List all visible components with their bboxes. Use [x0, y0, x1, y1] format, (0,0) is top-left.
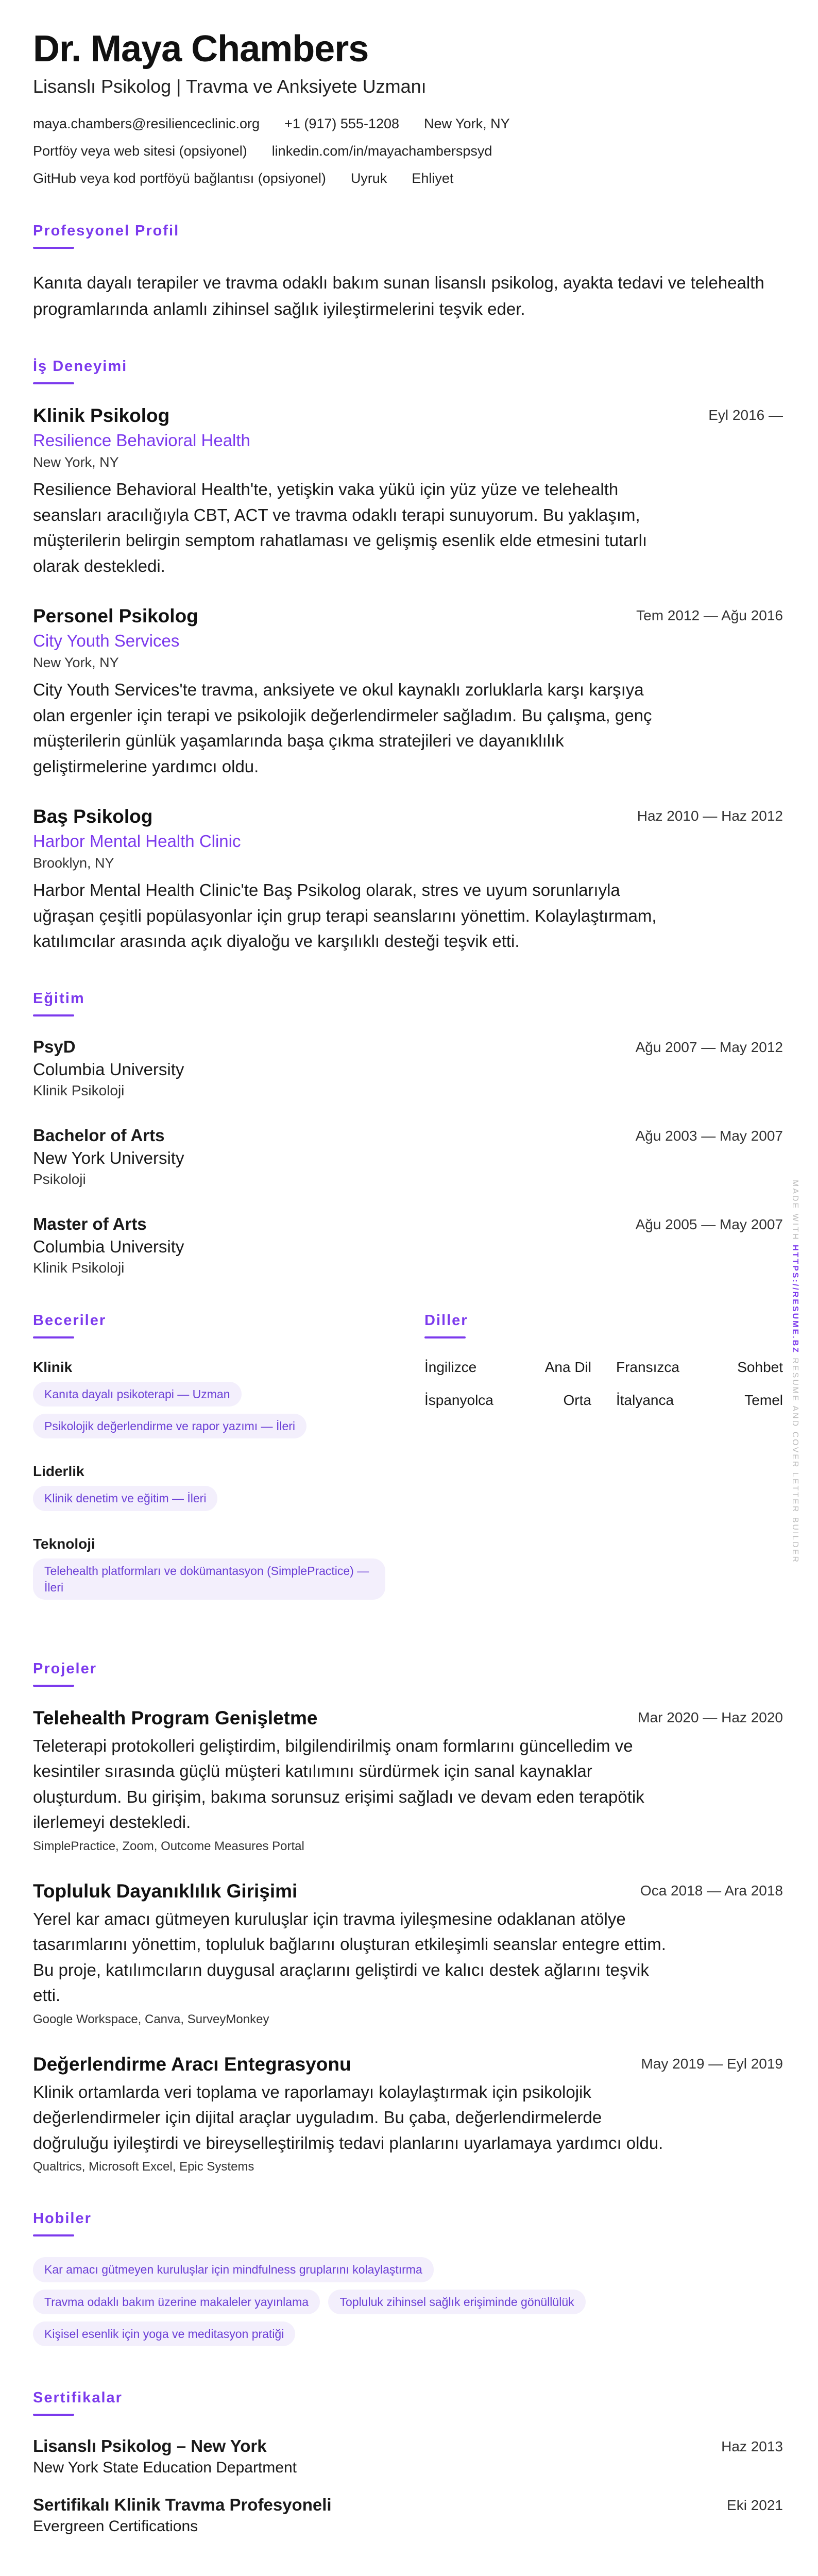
language-item	[424, 1359, 591, 1376]
experience-date: Haz 2010 — Haz 2012	[637, 808, 783, 824]
skills-section	[33, 1312, 391, 1624]
candidate-name: Dr. Maya Chambers	[33, 28, 369, 70]
education-date: Ağu 2003 — May 2007	[635, 1127, 783, 1144]
certification-issuer: New York State Education Department	[33, 2459, 297, 2476]
hobby-pill: Topluluk zihinsel sağlık erişiminde gönüllülük	[328, 2290, 585, 2314]
section-divider	[33, 382, 74, 384]
linkedin-link[interactable]: linkedin.com/in/mayachamberspsyd	[271, 143, 492, 159]
headline: Lisanslı Psikolog | Travma ve Anksiyete Uzmanı	[33, 76, 427, 97]
experience-date: Eyl 2016 —	[708, 407, 783, 423]
email-link[interactable]: maya.chambers@resilienceclinic.org	[33, 116, 260, 132]
builder-credit	[790, 1180, 799, 1564]
language-level: Ana Dil	[544, 1359, 591, 1375]
language-level: Orta	[563, 1392, 591, 1408]
education-field: Klinik Psikoloji	[33, 1259, 125, 1276]
education-school: Columbia University	[33, 1059, 184, 1079]
experience-position: Baş Psikolog	[33, 806, 153, 827]
language-item	[616, 1359, 783, 1376]
language-item	[424, 1392, 591, 1409]
skill-pill: Psikolojik değerlendirme ve rapor yazımı — İleri	[33, 1414, 306, 1438]
experience-company: Harbor Mental Health Clinic	[33, 832, 241, 851]
experience-entry	[33, 605, 783, 779]
certification-entry	[33, 2495, 783, 2535]
experience-position: Klinik Psikolog	[33, 405, 170, 427]
experience-heading: İş Deneyimi	[33, 358, 128, 375]
hobbies-list	[33, 2257, 783, 2353]
github-link[interactable]: GitHub veya kod portföyü bağlantısı (opsiyonel)	[33, 171, 326, 187]
experience-date: Tem 2012 — Ağu 2016	[636, 607, 783, 624]
extra-row	[33, 171, 783, 187]
project-name: Değerlendirme Aracı Entegrasyonu	[33, 2053, 351, 2075]
summary-section	[33, 223, 783, 322]
contact-row	[33, 116, 783, 132]
license-text: Ehliyet	[412, 171, 454, 187]
hobbies-heading: Hobiler	[33, 2210, 92, 2227]
skill-group	[33, 1463, 391, 1518]
skills-heading: Beceriler	[33, 1312, 107, 1329]
skill-group	[33, 1536, 391, 1607]
project-entry	[33, 2054, 783, 2175]
certification-entry	[33, 2436, 783, 2477]
skill-group	[33, 1359, 391, 1446]
projects-section	[33, 1660, 783, 2175]
nationality-text: Uyruk	[350, 171, 387, 187]
section-divider	[33, 247, 74, 249]
education-field: Psikoloji	[33, 1171, 86, 1187]
section-divider	[33, 2234, 74, 2236]
certification-date: Haz 2013	[721, 2438, 783, 2454]
website-link[interactable]: Portföy veya web sitesi (opsiyonel)	[33, 143, 247, 159]
certifications-heading: Sertifikalar	[33, 2389, 123, 2406]
project-date: May 2019 — Eyl 2019	[641, 2055, 783, 2072]
education-degree: Master of Arts	[33, 1214, 147, 1233]
languages-heading: Diller	[424, 1312, 468, 1329]
education-entry	[33, 1126, 783, 1188]
section-divider	[424, 1336, 466, 1338]
credit-suffix: RESUME AND COVER LETTER BUILDER	[791, 1358, 799, 1564]
skill-category: Liderlik	[33, 1463, 84, 1480]
project-tech: Qualtrics, Microsoft Excel, Epic Systems	[33, 2160, 254, 2174]
links-row	[33, 143, 783, 159]
experience-company: City Youth Services	[33, 631, 180, 651]
experience-position: Personel Psikolog	[33, 605, 198, 627]
experience-company: Resilience Behavioral Health	[33, 431, 250, 450]
section-divider	[33, 1336, 74, 1338]
education-date: Ağu 2005 — May 2007	[635, 1216, 783, 1232]
resume-page	[33, 29, 783, 2535]
summary-heading: Profesyonel Profil	[33, 223, 180, 240]
hobby-pill: Kar amacı gütmeyen kuruluşlar için mindfulness gruplarını kolaylaştırma	[33, 2257, 434, 2282]
project-description: Yerel kar amacı gütmeyen kuruluşlar için travma iyileşmesine odaklanan atölye tasarımlarını yönettim, topluluk bağlarını oluşturan etkileşimli seanslar entegre ettim. Bu proje, katılımcıların duygusal araçlarını geliştirdi ve kalıcı destek ağlarını teşvik etti.	[33, 1909, 666, 2005]
language-name: Fransızca	[616, 1359, 679, 1375]
education-field: Klinik Psikoloji	[33, 1082, 125, 1098]
experience-section	[33, 358, 783, 954]
credit-prefix: MADE WITH	[791, 1180, 799, 1241]
hobby-pill: Kişisel esenlik için yoga ve meditasyon pratiği	[33, 2321, 295, 2346]
language-name: İngilizce	[424, 1359, 477, 1375]
skills-languages-row	[33, 1312, 783, 1624]
languages-grid	[424, 1359, 783, 1409]
experience-description: City Youth Services'te travma, anksiyete ve okul kaynaklı zorluklarla karşı karşıya olan ergenler için terapi ve psikolojik değerlendirmeler sağladım. Bu çalışma, genç müşterilerin günlük yaşamlarında başa çıkma stratejileri ve dayanıklılık geliştirmelerine yardımcı oldu.	[33, 680, 652, 776]
education-section	[33, 990, 783, 1276]
education-school: New York University	[33, 1148, 184, 1167]
experience-location: New York, NY	[33, 454, 119, 470]
hobby-pill: Travma odaklı bakım üzerine makaleler yayınlama	[33, 2290, 320, 2314]
project-description: Teleterapi protokolleri geliştirdim, bilgilendirilmiş onam formlarını güncelledim ve kesintiler sırasında güçlü müşteri katılımını sürdürmek için sanal kaynaklar oluşturdum. Bu girişim, bakıma sorunsuz erişimi sağladı ve devam eden terapötik ilerlemeyi destekledi.	[33, 1736, 644, 1832]
project-name: Topluluk Dayanıklılık Girişimi	[33, 1880, 298, 1902]
project-name: Telehealth Program Genişletme	[33, 1707, 318, 1728]
projects-heading: Projeler	[33, 1660, 97, 1677]
education-degree: Bachelor of Arts	[33, 1125, 165, 1145]
skill-pill: Telehealth platformları ve dokümantasyon (SimplePractice) — İleri	[33, 1558, 385, 1600]
language-item	[616, 1392, 783, 1409]
skill-pill: Kanıta dayalı psikoterapi — Uzman	[33, 1382, 242, 1406]
education-entry	[33, 1037, 783, 1099]
summary-text: Kanıta dayalı terapiler ve travma odaklı bakım sunan lisanslı psikolog, ayakta tedavi ve telehealth programlarında anlamlı zihinsel sağlık iyileştirmelerini teşvik eder.	[33, 273, 764, 319]
experience-entry	[33, 405, 783, 579]
certifications-section	[33, 2389, 783, 2535]
certification-name: Sertifikalı Klinik Travma Profesyoneli	[33, 2495, 332, 2514]
project-description: Klinik ortamlarda veri toplama ve raporlamayı kolaylaştırmak için psikolojik değerlendirmeler için dijital araçlar uyguladım. Bu çaba, değerlendirmelerde doğruluğu iyileştirdi ve bireyselleştirilmiş tedavi planlarını uyarlamaya yardımcı oldu.	[33, 2082, 663, 2153]
experience-description: Resilience Behavioral Health'te, yetişkin vaka yükü için yüz yüze ve telehealth seansları aracılığıyla CBT, ACT ve travma odaklı terapi sunuyorum. Bu yaklaşım, müşterilerin belirgin semptom rahatlaması ve gelişmiş esenlik elde etmesini tutarlı olarak destekledi.	[33, 480, 647, 575]
project-date: Oca 2018 — Ara 2018	[640, 1882, 783, 1899]
section-divider	[33, 1685, 74, 1687]
section-divider	[33, 2414, 74, 2416]
experience-entry	[33, 806, 783, 954]
experience-description: Harbor Mental Health Clinic'te Baş Psikolog olarak, stres ve uyum sorunlarıyla uğraşan çeşitli popülasyonlar için grup terapi seanslarını yönettim. Kolaylaştırmam, katılımcılar arasında açık diyaloğu ve karşılıklı desteği teşvik etti.	[33, 880, 657, 951]
education-heading: Eğitim	[33, 990, 85, 1007]
section-divider	[33, 1014, 74, 1016]
experience-location: New York, NY	[33, 655, 119, 671]
education-entry	[33, 1214, 783, 1276]
phone-text[interactable]: +1 (917) 555-1208	[284, 116, 399, 132]
language-name: İspanyolca	[424, 1392, 493, 1408]
project-tech: SimplePractice, Zoom, Outcome Measures Portal	[33, 1839, 304, 1853]
education-school: Columbia University	[33, 1236, 184, 1256]
certification-date: Eki 2021	[727, 2497, 783, 2513]
education-degree: PsyD	[33, 1037, 76, 1056]
hobbies-section	[33, 2210, 783, 2353]
project-entry	[33, 1707, 783, 1854]
language-level: Sohbet	[737, 1359, 783, 1375]
experience-location: Brooklyn, NY	[33, 855, 114, 871]
skill-category: Teknoloji	[33, 1535, 95, 1552]
certification-name: Lisanslı Psikolog – New York	[33, 2436, 267, 2455]
certification-issuer: Evergreen Certifications	[33, 2517, 198, 2535]
language-level: Temel	[744, 1392, 783, 1408]
credit-link[interactable]: HTTPS://RESUME.BZ	[791, 1245, 799, 1354]
project-entry	[33, 1880, 783, 2027]
language-name: İtalyanca	[616, 1392, 674, 1408]
skill-pill: Klinik denetim ve eğitim — İleri	[33, 1486, 217, 1511]
location-text: New York, NY	[424, 116, 510, 132]
project-date: Mar 2020 — Haz 2020	[638, 1709, 783, 1725]
skill-category: Klinik	[33, 1359, 73, 1375]
education-date: Ağu 2007 — May 2012	[635, 1039, 783, 1055]
languages-section	[424, 1312, 783, 1624]
project-tech: Google Workspace, Canva, SurveyMonkey	[33, 2012, 269, 2026]
